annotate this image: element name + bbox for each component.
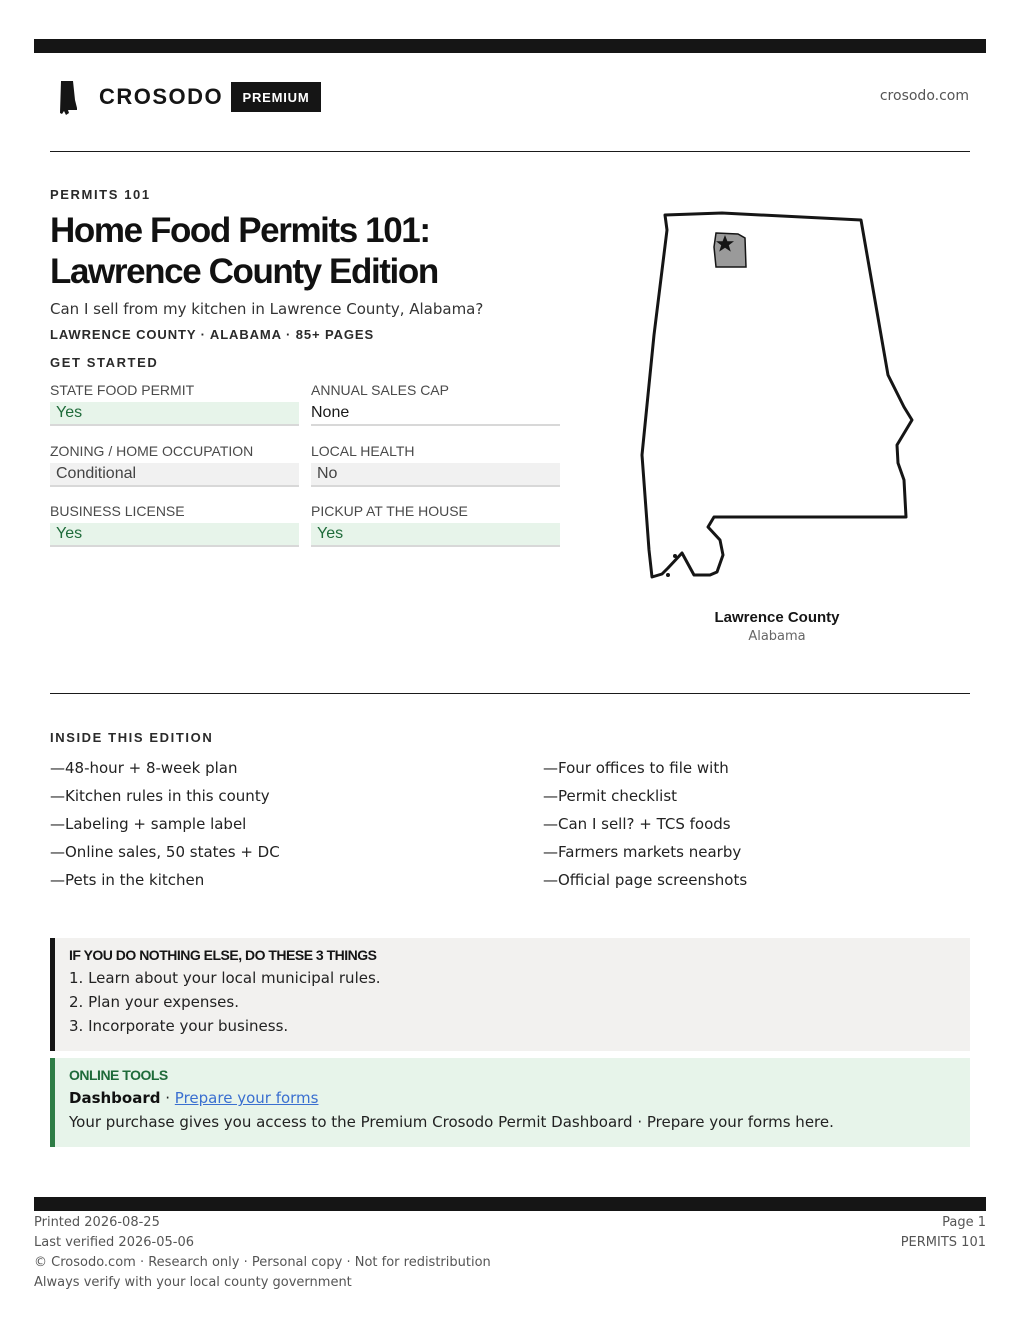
fact-value: None <box>311 402 560 426</box>
list-item: —Official page screenshots <box>543 871 748 889</box>
edition-meta: LAWRENCE COUNTY · ALABAMA · 85+ PAGES <box>50 327 375 342</box>
fact-zoning-home-occupation <box>50 443 299 487</box>
page-title-line-2: Lawrence County Edition <box>50 252 438 291</box>
fact-value: Yes <box>50 523 299 547</box>
prepare-forms-link[interactable]: Prepare your forms <box>174 1089 319 1107</box>
callout-heading: IF YOU DO NOTHING ELSE, DO THESE 3 THINGS <box>69 947 377 963</box>
verified-date: Last verified 2026-05-06 <box>34 1235 194 1250</box>
list-item: —48-hour + 8-week plan <box>50 759 238 777</box>
map-caption <box>672 609 882 644</box>
page-title <box>50 210 610 292</box>
fact-label: BUSINESS LICENSE <box>50 503 185 519</box>
city-dot-icon <box>666 573 670 577</box>
callout-step: 3. Incorporate your business. <box>69 1017 289 1035</box>
get-started-heading: GET STARTED <box>50 355 159 370</box>
fact-label: LOCAL HEALTH <box>311 443 415 459</box>
list-item: —Pets in the kitchen <box>50 871 205 889</box>
section-divider <box>50 693 970 694</box>
footer-right <box>901 1213 986 1253</box>
three-things-callout <box>50 938 970 1051</box>
list-item: —Four offices to file with <box>543 759 729 777</box>
fact-label: ZONING / HOME OCCUPATION <box>50 443 254 459</box>
section-eyebrow: PERMITS 101 <box>50 187 151 202</box>
callout-step: 2. Plan your expenses. <box>69 993 239 1011</box>
copyright-notice: © Crosodo.com · Research only · Personal copy · Not for redistribution <box>34 1255 491 1270</box>
fact-value: No <box>311 463 560 487</box>
alabama-outline <box>642 213 912 577</box>
list-item: —Labeling + sample label <box>50 815 247 833</box>
contents-column-left <box>50 757 280 897</box>
fact-label: ANNUAL SALES CAP <box>311 382 449 398</box>
fact-pickup-at-house <box>311 503 560 547</box>
printed-date: Printed 2026-08-25 <box>34 1215 160 1230</box>
fact-value: Conditional <box>50 463 299 487</box>
contents-heading: INSIDE THIS EDITION <box>50 730 214 745</box>
fact-label: PICKUP AT THE HOUSE <box>311 503 468 519</box>
map-state-label: Alabama <box>748 629 806 644</box>
page-title-line-1: Home Food Permits 101: <box>50 211 430 250</box>
fact-annual-sales-cap <box>311 382 560 426</box>
map-county-label: Lawrence County <box>714 609 840 626</box>
callout-heading: ONLINE TOOLS <box>69 1067 168 1083</box>
fact-value: Yes <box>50 402 299 426</box>
fact-local-health <box>311 443 560 487</box>
dashboard-label: Dashboard <box>69 1089 161 1107</box>
brand-name: CROSODO <box>99 84 224 109</box>
fact-business-license <box>50 503 299 547</box>
dashboard-line <box>69 1086 970 1110</box>
page-number: Page 1 <box>942 1215 986 1230</box>
fact-label: STATE FOOD PERMIT <box>50 382 195 398</box>
list-item: —Kitchen rules in this county <box>50 787 270 805</box>
bottom-rule-bar <box>34 1197 986 1211</box>
site-url[interactable]: crosodo.com <box>879 88 969 104</box>
verify-advice: Always verify with your local county government <box>34 1275 352 1290</box>
city-dot-icon <box>673 554 677 558</box>
header-divider <box>50 151 970 152</box>
separator: · <box>160 1089 175 1107</box>
fact-value: Yes <box>311 523 560 547</box>
contents-column-right <box>543 757 747 897</box>
list-item: —Can I sell? + TCS foods <box>543 815 731 833</box>
list-item: —Permit checklist <box>543 787 678 805</box>
fact-state-food-permit <box>50 382 299 426</box>
page-subtitle: Can I sell from my kitchen in Lawrence County, Alabama? <box>50 300 484 318</box>
footer-left <box>34 1213 491 1293</box>
list-item: —Online sales, 50 states + DC <box>50 843 280 861</box>
tools-description: Your purchase gives you access to the Premium Crosodo Permit Dashboard · Prepare your forms here. <box>69 1113 834 1131</box>
premium-badge: PREMIUM <box>231 82 321 112</box>
alabama-state-map <box>630 205 930 590</box>
footer-section: PERMITS 101 <box>900 1235 986 1250</box>
alabama-state-silhouette-icon <box>58 80 82 116</box>
list-item: —Farmers markets nearby <box>543 843 742 861</box>
callout-step: 1. Learn about your local municipal rules. <box>69 969 381 987</box>
top-rule-bar <box>34 39 986 53</box>
online-tools-callout <box>50 1058 970 1147</box>
